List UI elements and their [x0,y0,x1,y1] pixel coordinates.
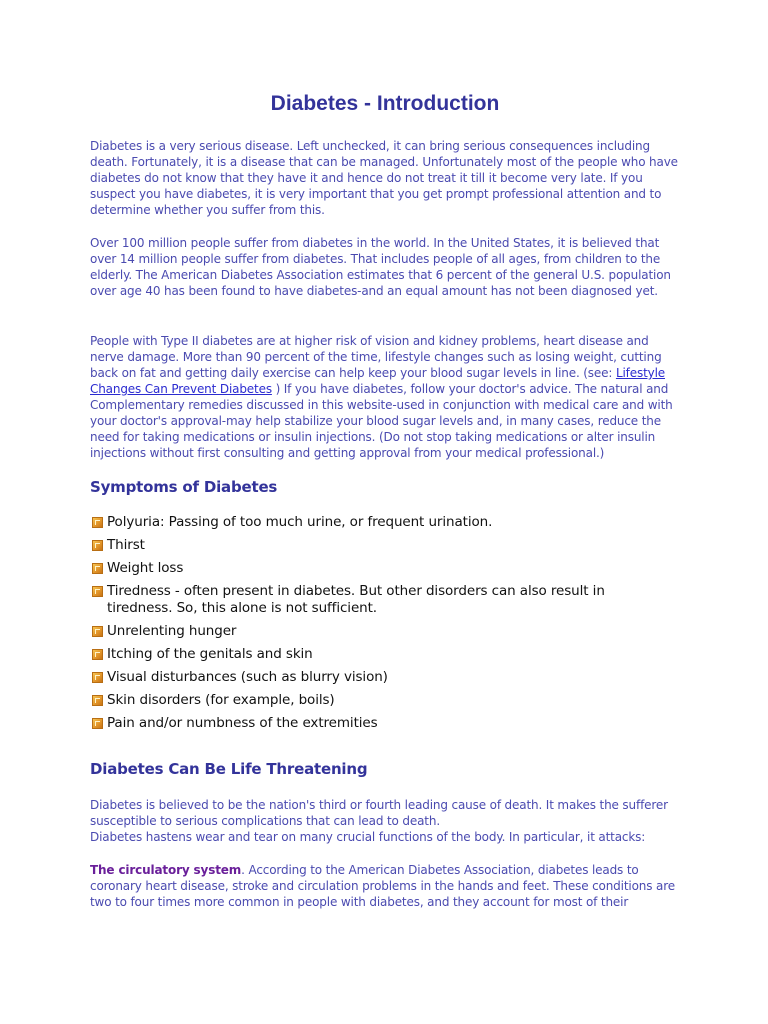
page-title: Diabetes - Introduction [270,92,500,115]
list-item-text: Unrelenting hunger [107,623,237,639]
list-item-text: Pain and/or numbness of the extremities [107,715,378,731]
list-item-text: Visual disturbances (such as blurry vision) [107,669,388,685]
list-item [90,669,650,686]
threat-paragraph-1 [90,797,682,845]
bullet-icon [92,649,103,660]
intro-paragraph-3 [90,333,682,461]
list-item [90,537,650,554]
bullet-icon [92,672,103,683]
list-item-text: Polyuria: Passing of too much urine, or frequent urination. [107,514,493,530]
bullet-icon [92,540,103,551]
life-threatening-heading: Diabetes Can Be Life Threatening [90,760,368,778]
list-item [90,715,650,732]
bullet-icon [92,626,103,637]
threat-paragraph-2-text: . According to the American Diabetes Association, diabetes leads to coronary heart disease, stroke and circulation problems in the hands and feet. These conditions are two to four times more common in people with diabetes, and they account for most of their [90,863,675,909]
list-item-text: Thirst [107,537,145,553]
threat-paragraph-1-line-2: Diabetes hastens wear and tear on many crucial functions of the body. In particular, it attacks: [90,830,646,844]
bullet-icon [92,718,103,729]
circulatory-system-term: The circulatory system [90,863,242,877]
list-item [90,692,650,709]
list-item [90,583,650,617]
symptoms-heading: Symptoms of Diabetes [90,478,278,496]
intro-paragraph-2: Over 100 million people suffer from diabetes in the world. In the United States, it is believed that over 14 million people suffer from diabetes. That includes people of all ages, from children to the elderly. The American Diabetes Association estimates that 6 percent of the general U.S. population over age 40 has been found to have diabetes-and an equal amount has not been diagnosed yet. [90,236,671,298]
list-item [90,646,650,663]
list-item [90,560,650,577]
bullet-icon [92,517,103,528]
list-item-text: Weight loss [107,560,184,576]
list-item-text: Skin disorders (for example, boils) [107,692,335,708]
list-item [90,623,650,640]
intro-paragraph-1: Diabetes is a very serious disease. Left unchecked, it can bring serious consequences including death. Fortunately, it is a disease that can be managed. Unfortunately most of the people who have diabetes do not know that they have it and hence do not treat it till it become very late. If you suspect you have diabetes, it is very important that you get prompt professional attention and to determine whether you suffer from this. [90,139,678,217]
list-item [90,514,650,531]
bullet-icon [92,586,103,597]
symptoms-list [90,514,650,738]
list-item-text: Itching of the genitals and skin [107,646,313,662]
bullet-icon [92,563,103,574]
bullet-icon [92,695,103,706]
intro-paragraph-3-text-end: ) If you have diabetes, follow your doctor's advice. The natural and Complementary remedies discussed in this website-used in conjunction with medical care and with your doctor's approval-may help stabilize your blood sugar levels and, in many cases, reduce the need for taking medications or insulin injections. (Do not stop taking medications or alter insulin injections without first consulting and getting approval from your medical professional.) [90,382,673,460]
lifestyle-changes-link[interactable]: Lifestyle Changes Can Prevent Diabetes [90,366,665,396]
intro-paragraph-3-text-start: People with Type II diabetes are at higher risk of vision and kidney problems, heart disease and nerve damage. More than 90 percent of the time, lifestyle changes such as losing weight, cutting back on fat and getting daily exercise can help keep your blood sugar levels in line. (see: [90,334,662,380]
threat-paragraph-2 [90,862,682,910]
threat-paragraph-1-line-1: Diabetes is believed to be the nation's third or fourth leading cause of death. It makes the sufferer susceptible to serious complications that can lead to death. [90,798,668,828]
list-item-text: Tiredness - often present in diabetes. But other disorders can also result in tiredness. So, this alone is not sufficient. [107,583,605,616]
